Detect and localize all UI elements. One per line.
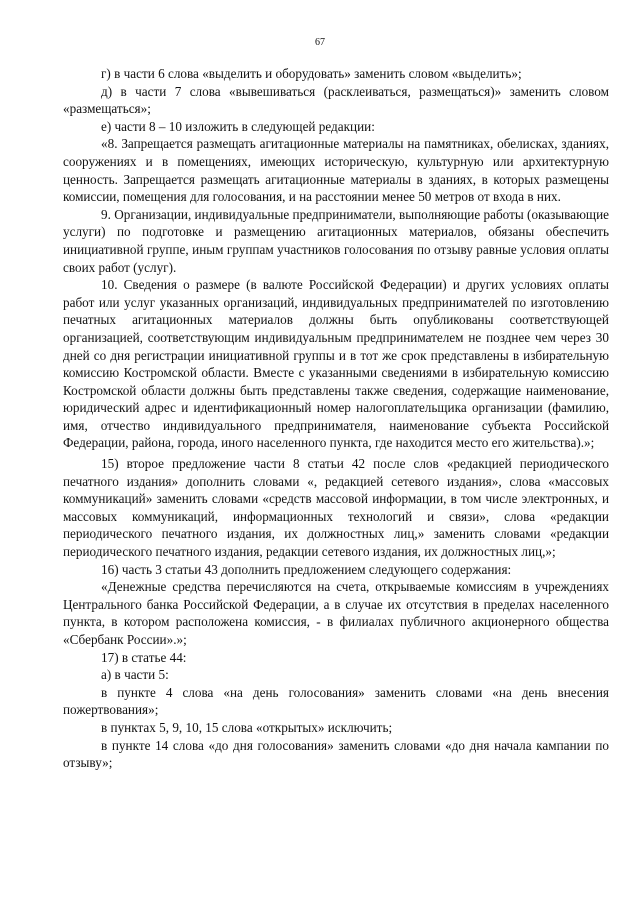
- paragraph-point-16: 16) часть 3 статьи 43 дополнить предложением следующего содержания:: [101, 561, 512, 577]
- document-body: [63, 65, 609, 772]
- paragraph-clause-4: в пункте 4 слова «на день голосования» заменить словами «на день внесения пожертвования»;: [63, 684, 609, 718]
- paragraph-quote-funds: «Денежные средства перечисляются на счета, открываемые комиссиям в учреждениях Центрального банка Российской Федерации, а в случае их отсутствия в пределах населенного пункта, в котором расположена комиссия, - в филиалах публичного акционерного общества «Сбербанк России».»;: [63, 579, 609, 647]
- paragraph-item-g: г) в части 6 слова «выделить и оборудовать» заменить словом «выделить»;: [101, 66, 522, 81]
- paragraph-subitem-a: а) в части 5:: [101, 667, 169, 683]
- paragraph-part-9: 9. Организации, индивидуальные предприниматели, выполняющие работы (оказывающие услуги) по подготовке и размещению агитационных материалов, обязаны обеспечить инициативной группе, иным группам участников голосования по отзыву равные условия оплаты своих работ (услуг).: [63, 206, 609, 275]
- paragraph-clause-14: в пункте 14 слова «до дня голосования» заменить словами «до дня начала кампании по отзыву»;: [63, 737, 609, 771]
- paragraph-item-e: е) части 8 – 10 изложить в следующей редакции:: [101, 118, 375, 134]
- paragraph-point-17: 17) в статье 44:: [101, 649, 187, 665]
- paragraph-clauses-5-9-10-15: в пунктах 5, 9, 10, 15 слова «открытых» исключить;: [101, 719, 393, 735]
- page-number: 67: [315, 37, 325, 48]
- paragraph-item-d: д) в части 7 слова «вывешиваться (расклеиваться, размещаться)» заменить словом «размещаться»;: [63, 83, 609, 117]
- paragraph-part-8: «8. Запрещается размещать агитационные материалы на памятниках, обелисках, зданиях, сооружениях и в помещениях, имеющих историческую, культурную или архитектурную ценность. Запрещается размещать агитационные материалы в зданиях, в которых размещены комиссии, помещения для голосования, и на расстоянии менее 50 метров от входа в них.: [63, 136, 609, 205]
- paragraph-part-10: 10. Сведения о размере (в валюте Российской Федерации) и других условиях оплаты работ или услуг указанных организаций, индивидуальных предпринимателей по изготовлению печатных агитационных материалов должны быть опубликованы соответствующей организацией, соответствующим индивидуальным предпринимателем не позднее чем через 30 дней со дня регистрации инициативной группы и в тот же срок представлены в избирательную комиссию Костромской области. Вместе с указанными сведениями в избирательную комиссию Костромской области должны быть представлены также сведения, содержащие наименование, юридический адрес и идентификационный номер налогоплательщика организации (фамилию, имя, отчество индивидуального предпринимателя, наименование субъекта Российской Федерации, района, города, иного населенного пункта, где находится место его жительства).»;: [63, 277, 609, 451]
- paragraph-point-15: 15) второе предложение части 8 статьи 42 после слов «редакцией периодического печатного издания» дополнить словами «, редакцией сетевого издания», слова «массовых коммуникаций» заменить словами «средств массовой информации, в том числе электронных, и массовых коммуникаций, информационных технологий и связи», слова «редакции периодического печатного издания, их должностных лиц,» заменить словами «редакции периодического печатного издания, редакции сетевого издания, их должностных лиц,»;: [63, 456, 609, 560]
